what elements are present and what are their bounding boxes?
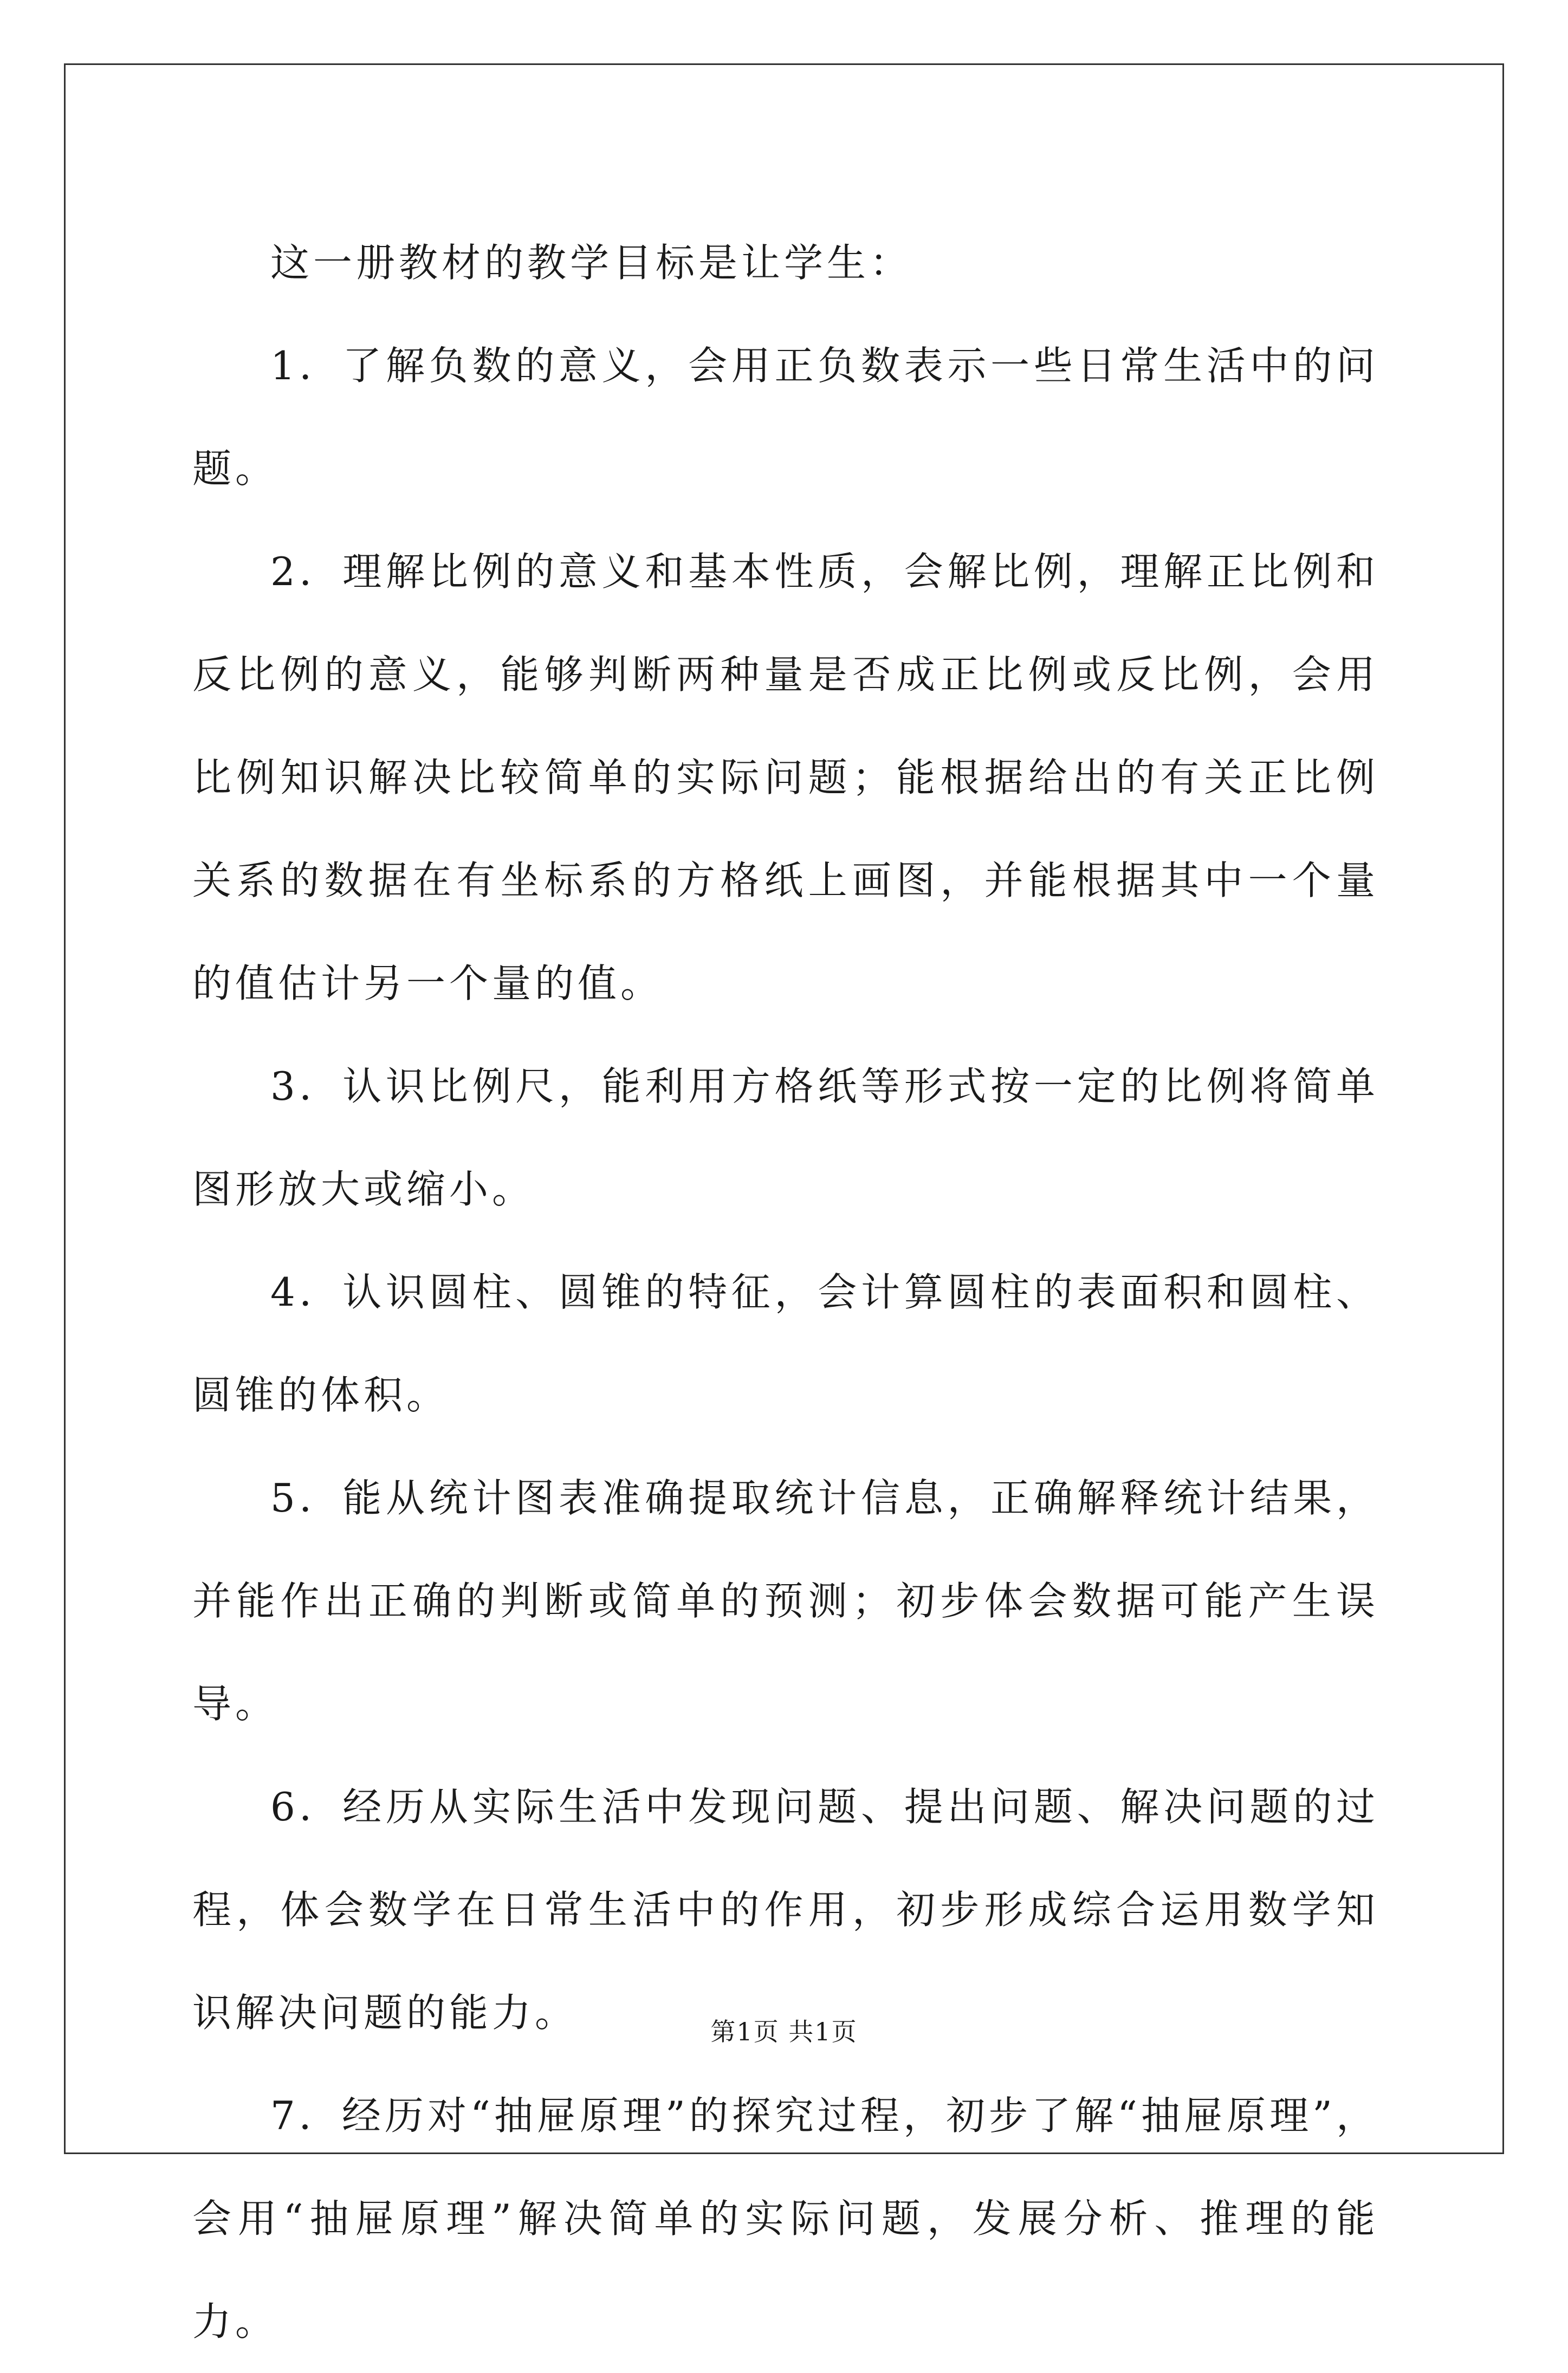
objective-5: 5．能从统计图表准确提取统计信息，正确解释统计结果，并能作出正确的判断或简单的预测；初步体会数据可能产生误导。 (192, 1475, 1379, 1727)
intro-paragraph: 这一册教材的教学目标是让学生： (270, 240, 913, 286)
objective-6: 6．经历从实际生活中发现问题、提出问题、解决问题的过程，体会数学在日常生活中的作用，初步形成综合运用数学知识解决问题的能力。 (192, 1784, 1379, 2035)
objective-2: 2．理解比例的意义和基本性质，会解比例，理解正比例和反比例的意义，能够判断两种量是否成正比例或反比例，会用比例知识解决比较简单的实际问题；能根据给出的有关正比例关系的数据在有坐标系的方格纸上画图，并能根据其中一个量的值估计另一个量的值。 (192, 549, 1379, 1006)
objective-1: 1．了解负数的意义，会用正负数表示一些日常生活中的问题。 (192, 343, 1379, 491)
page-number-footer: 第1页 共1页 (710, 2017, 858, 2046)
objective-3: 3．认识比例尺，能利用方格纸等形式按一定的比例将简单图形放大或缩小。 (192, 1064, 1379, 1212)
objective-4: 4．认识圆柱、圆锥的特征，会计算圆柱的表面积和圆柱、圆锥的体积。 (192, 1269, 1379, 1418)
objective-7: 7．经历对“抽屉原理”的探究过程，初步了解“抽屉原理”，会用“抽屉原理”解决简单的实际问题，发展分析、推理的能力。 (192, 2093, 1379, 2344)
document-body (192, 211, 1379, 2373)
